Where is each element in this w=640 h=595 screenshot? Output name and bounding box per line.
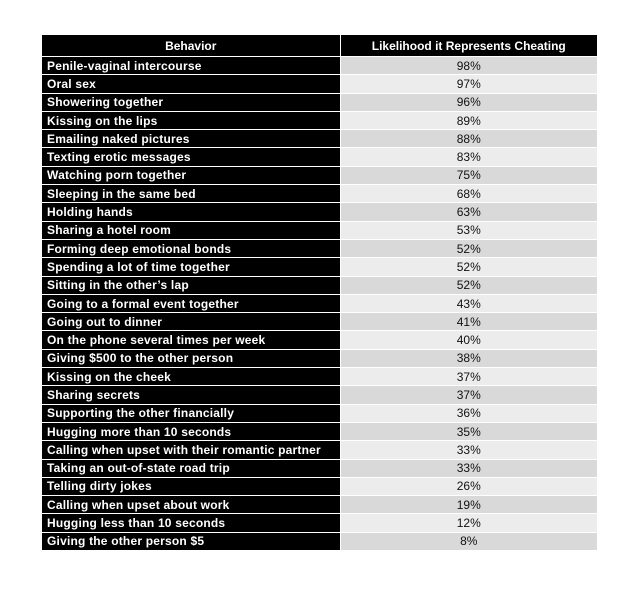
likelihood-cell: 36% xyxy=(340,404,597,422)
behavior-cell: Sharing a hotel room xyxy=(42,221,340,239)
likelihood-cell: 52% xyxy=(340,276,597,294)
likelihood-cell: 8% xyxy=(340,532,597,550)
likelihood-cell: 37% xyxy=(340,386,597,404)
table-row xyxy=(42,185,597,203)
likelihood-cell: 40% xyxy=(340,331,597,349)
table-row xyxy=(42,514,597,532)
likelihood-cell: 75% xyxy=(340,166,597,184)
table-row xyxy=(42,294,597,312)
table-row xyxy=(42,75,597,93)
likelihood-cell: 89% xyxy=(340,111,597,129)
table-row xyxy=(42,166,597,184)
likelihood-cell: 96% xyxy=(340,93,597,111)
behavior-cell: Showering together xyxy=(42,93,340,111)
behavior-cell: Kissing on the cheek xyxy=(42,368,340,386)
table-row xyxy=(42,477,597,495)
table-row xyxy=(42,221,597,239)
table-row xyxy=(42,532,597,550)
table-row xyxy=(42,239,597,257)
behavior-cell: Emailing naked pictures xyxy=(42,130,340,148)
behavior-cell: Watching porn together xyxy=(42,166,340,184)
likelihood-cell: 26% xyxy=(340,477,597,495)
table-row xyxy=(42,313,597,331)
behavior-cell: Giving $500 to the other person xyxy=(42,349,340,367)
table-row xyxy=(42,459,597,477)
table-header-row xyxy=(42,35,597,57)
likelihood-cell: 52% xyxy=(340,258,597,276)
table-row xyxy=(42,441,597,459)
likelihood-cell: 37% xyxy=(340,368,597,386)
likelihood-cell: 98% xyxy=(340,57,597,75)
behavior-cell: Penile-vaginal intercourse xyxy=(42,57,340,75)
behavior-cell: Holding hands xyxy=(42,203,340,221)
likelihood-cell: 52% xyxy=(340,239,597,257)
likelihood-cell: 88% xyxy=(340,130,597,148)
cheating-likelihood-table-container xyxy=(42,35,597,550)
table-row xyxy=(42,93,597,111)
behavior-cell: Going out to dinner xyxy=(42,313,340,331)
behavior-cell: Telling dirty jokes xyxy=(42,477,340,495)
likelihood-cell: 53% xyxy=(340,221,597,239)
cheating-likelihood-table xyxy=(42,35,597,550)
table-row xyxy=(42,349,597,367)
behavior-cell: Calling when upset with their romantic partner xyxy=(42,441,340,459)
table-row xyxy=(42,404,597,422)
behavior-cell: Sleeping in the same bed xyxy=(42,185,340,203)
behavior-cell: Hugging more than 10 seconds xyxy=(42,422,340,440)
behavior-cell: Giving the other person $5 xyxy=(42,532,340,550)
behavior-cell: Forming deep emotional bonds xyxy=(42,239,340,257)
table-body xyxy=(42,57,597,551)
table-row xyxy=(42,130,597,148)
likelihood-cell: 12% xyxy=(340,514,597,532)
likelihood-cell: 83% xyxy=(340,148,597,166)
behavior-cell: Calling when upset about work xyxy=(42,496,340,514)
behavior-cell: Oral sex xyxy=(42,75,340,93)
behavior-cell: Spending a lot of time together xyxy=(42,258,340,276)
likelihood-cell: 97% xyxy=(340,75,597,93)
likelihood-cell: 41% xyxy=(340,313,597,331)
table-row xyxy=(42,148,597,166)
likelihood-cell: 33% xyxy=(340,441,597,459)
likelihood-cell: 33% xyxy=(340,459,597,477)
behavior-cell: Sharing secrets xyxy=(42,386,340,404)
table-row xyxy=(42,422,597,440)
likelihood-cell: 68% xyxy=(340,185,597,203)
likelihood-cell: 35% xyxy=(340,422,597,440)
table-row xyxy=(42,258,597,276)
header-likelihood: Likelihood it Represents Cheating xyxy=(340,35,597,57)
behavior-cell: Hugging less than 10 seconds xyxy=(42,514,340,532)
likelihood-cell: 43% xyxy=(340,294,597,312)
behavior-cell: On the phone several times per week xyxy=(42,331,340,349)
likelihood-cell: 19% xyxy=(340,496,597,514)
behavior-cell: Kissing on the lips xyxy=(42,111,340,129)
behavior-cell: Supporting the other financially xyxy=(42,404,340,422)
table-row xyxy=(42,331,597,349)
table-row xyxy=(42,57,597,75)
table-row xyxy=(42,276,597,294)
behavior-cell: Taking an out-of-state road trip xyxy=(42,459,340,477)
table-row xyxy=(42,368,597,386)
table-row xyxy=(42,111,597,129)
behavior-cell: Sitting in the other’s lap xyxy=(42,276,340,294)
table-row xyxy=(42,203,597,221)
likelihood-cell: 38% xyxy=(340,349,597,367)
behavior-cell: Going to a formal event together xyxy=(42,294,340,312)
header-behavior: Behavior xyxy=(42,35,340,57)
table-row xyxy=(42,386,597,404)
likelihood-cell: 63% xyxy=(340,203,597,221)
table-row xyxy=(42,496,597,514)
behavior-cell: Texting erotic messages xyxy=(42,148,340,166)
